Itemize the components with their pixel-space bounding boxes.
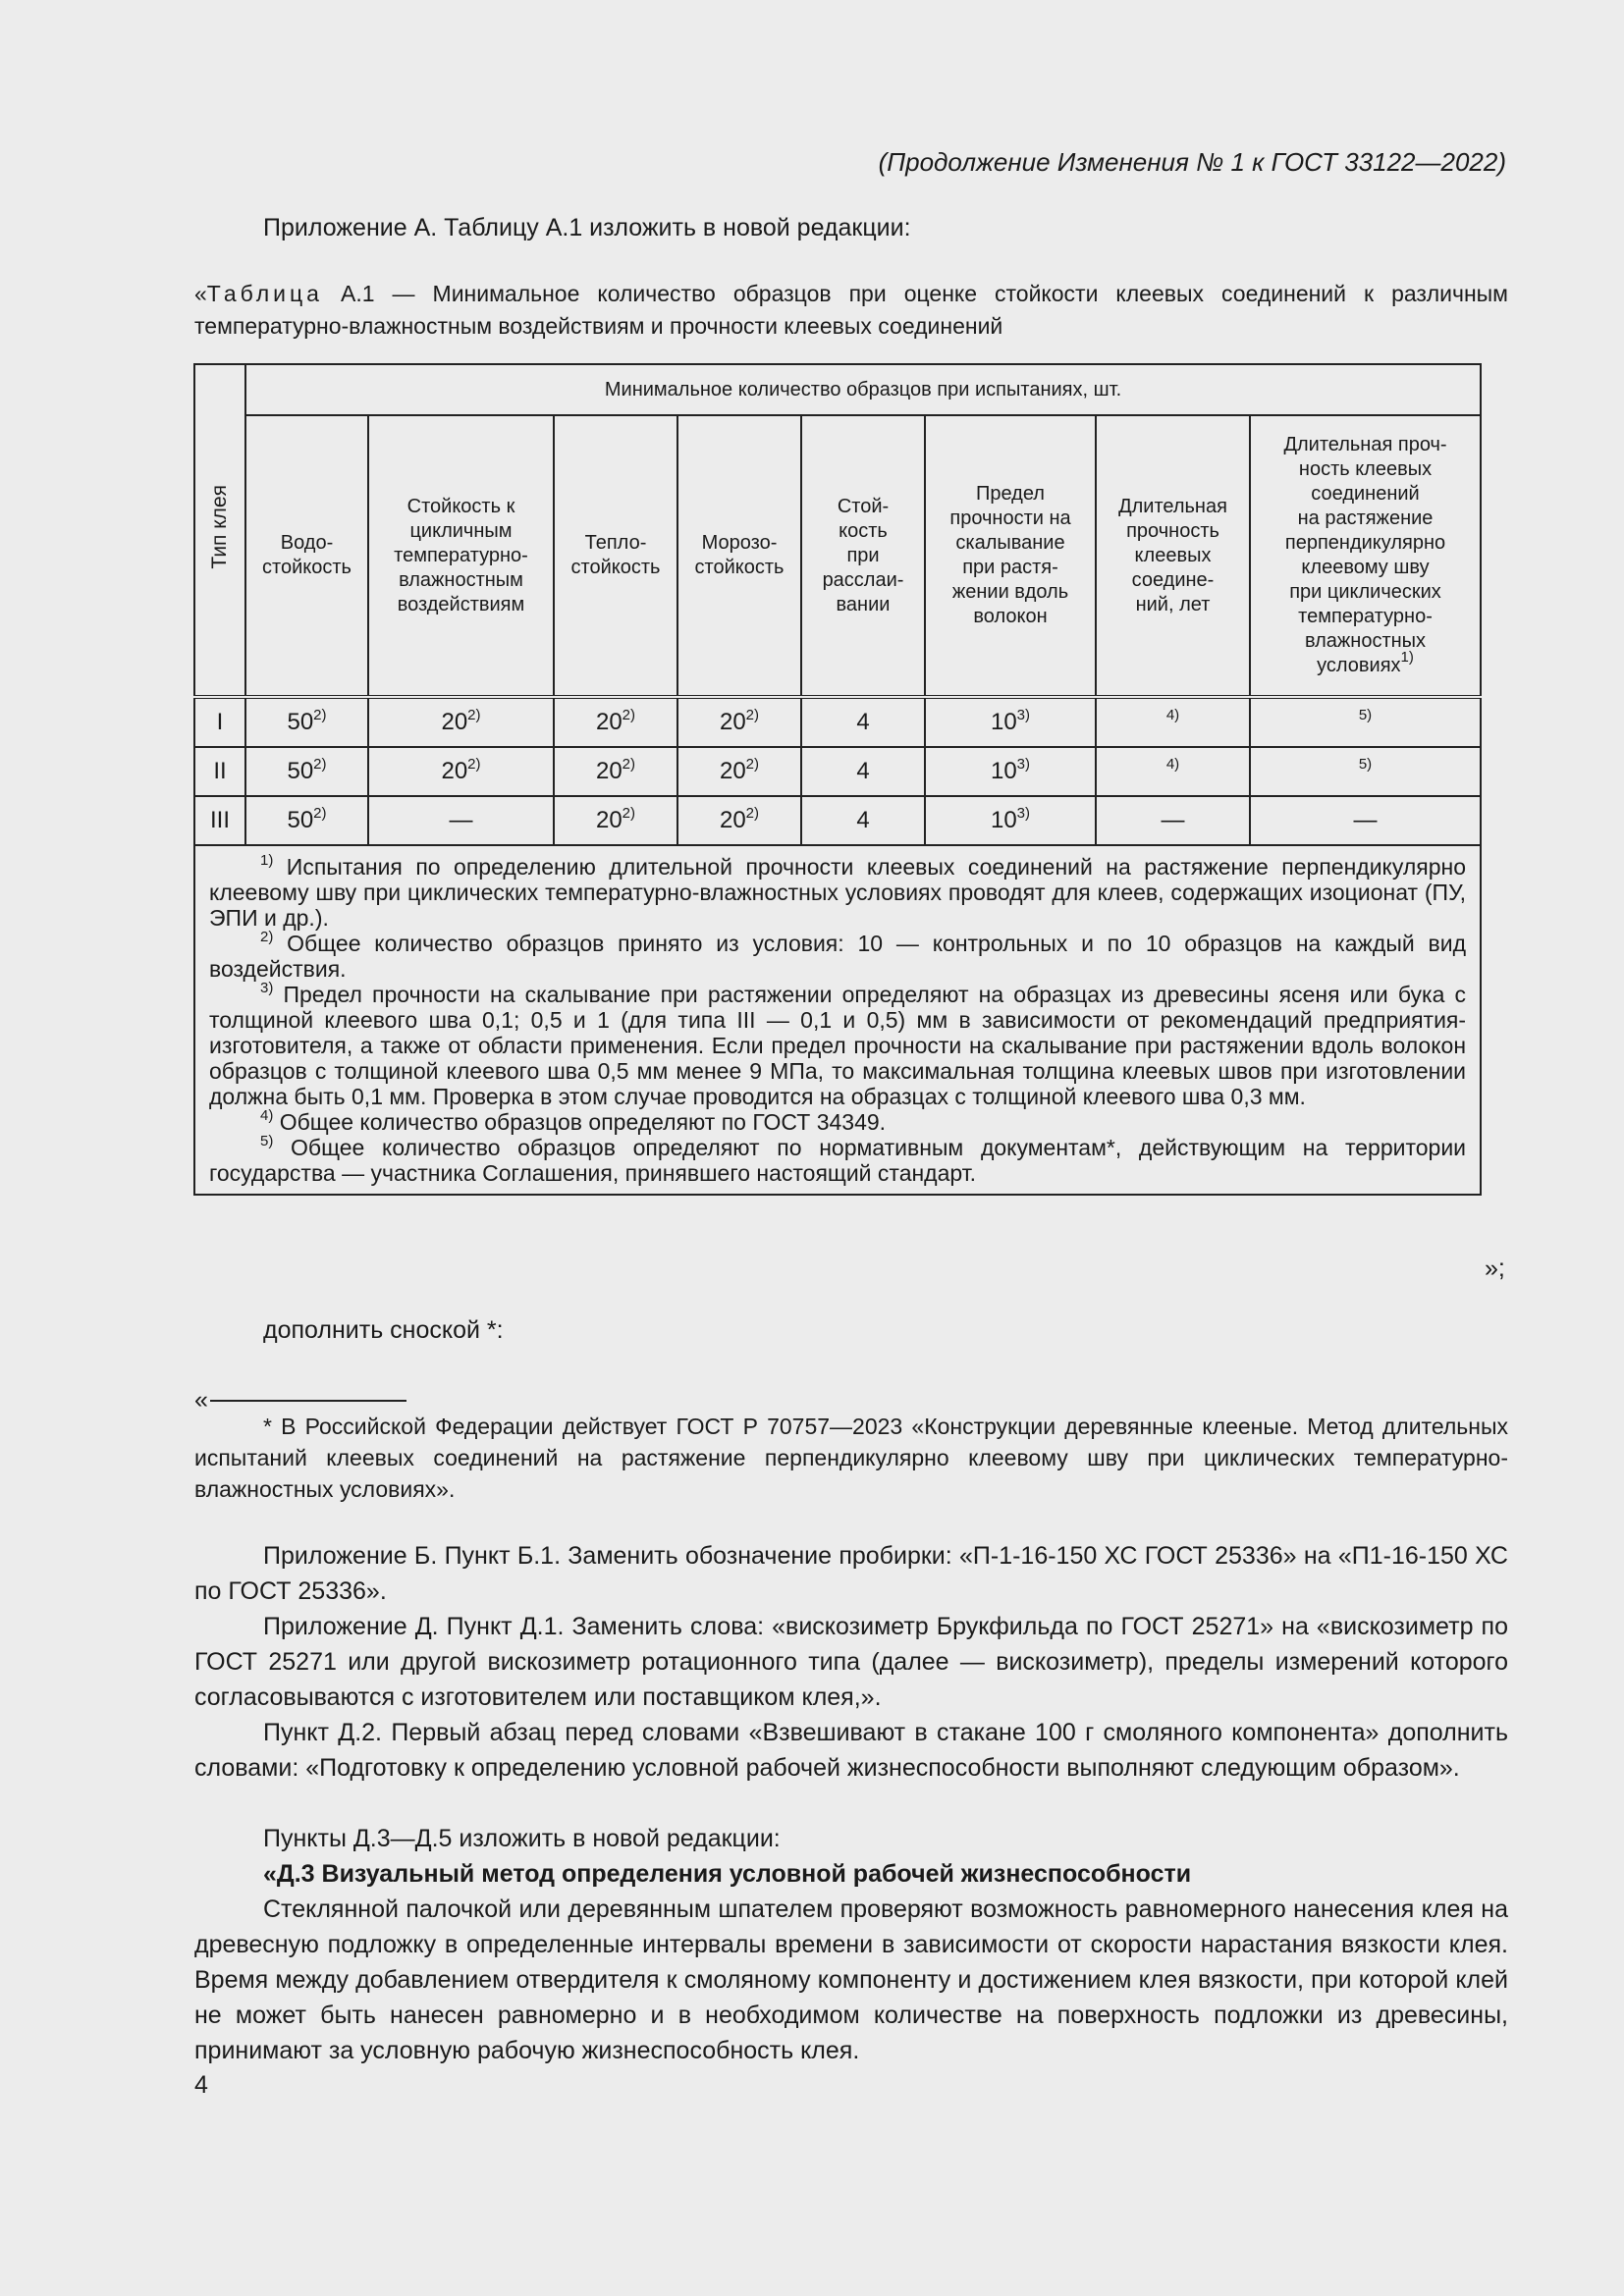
cell-footnote-ref: 2) (745, 805, 760, 822)
cell-footnote-ref: 3) (1016, 756, 1031, 773)
footnote-text: * В Российской Федерации действует ГОСТ Р 70757—2023 «Конструкции деревянные клееные. Метод длительных испытаний клеевых соединений на растяжение перпендикулярно клеевому шву при циклических температурно-влажностных условиях». (194, 1414, 1508, 1502)
column-header-2 (368, 415, 554, 697)
cell-value: 20 (719, 709, 746, 735)
cell-footnote-ref: 2) (745, 756, 760, 773)
caption-label: Таблица (206, 281, 323, 306)
table-cell (1250, 747, 1481, 796)
table-note-marker: 4) (260, 1107, 274, 1124)
table-cell (245, 747, 368, 796)
table-note-marker: 2) (260, 929, 274, 945)
table-cell (677, 697, 801, 747)
cell-footnote-ref: 5) (1358, 756, 1373, 773)
table-cell (801, 697, 925, 747)
table-note-1 (209, 854, 1466, 931)
table-cell (801, 747, 925, 796)
table-cell (245, 697, 368, 747)
cell-value: 10 (990, 709, 1017, 735)
column-header-5 (801, 415, 925, 697)
cell-footnote-ref: 2) (467, 707, 481, 723)
table-cell (368, 747, 554, 796)
column-header-1 (245, 415, 368, 697)
cell-value: 20 (595, 709, 623, 735)
cell-footnote-ref: 2) (313, 707, 327, 723)
cell-value: 4 (856, 807, 870, 833)
cell-value: 50 (287, 709, 314, 735)
column-header-8 (1250, 415, 1481, 697)
header-glue-type (194, 364, 245, 697)
header-row-group (194, 364, 1481, 415)
column-header-6 (925, 415, 1096, 697)
table-note-text: Предел прочности на скалывание при растяжении определяют на образцах из древесины ясеня или бука с толщиной клеевого шва 0,1; 0,5 и 1 (для типа III — 0,1 и 0,5) мм в зависимости от рекомендаций предприятия-изготовителя, а также от области применения. Если предел прочности на скалывание при растяжении вдоль волокон образцов с толщиной клеевого шва 0,5 мм менее 9 МПа, то максимальная толщина клеевых швов при изготовлении должна быть 0,1 мм. Проверка в этом случае проводится на образцах с толщиной клеевого шва 0,3 мм. (209, 982, 1467, 1109)
table-note-4 (209, 1109, 1466, 1135)
table-cell (925, 796, 1096, 845)
table-cell (1096, 697, 1250, 747)
section-heading: «Д.3 Визуальный метод определения условной рабочей жизнеспособности (263, 1860, 1192, 1888)
table-cell (925, 747, 1096, 796)
footnote-open-quote: « (194, 1386, 208, 1414)
table-note-text: Общее количество образцов определяют по нормативным документам*, действующим на территории государства — участника Соглашения, принявшего настоящий стандарт. (209, 1135, 1467, 1186)
cell-footnote-ref: 2) (313, 805, 327, 822)
page-header: (Продолжение Изменения № 1 к ГОСТ 33122—2022) (878, 147, 1506, 177)
cell-value: 4 (856, 758, 870, 784)
cell-footnote-ref: 5) (1358, 707, 1373, 723)
table-note-marker: 3) (260, 980, 274, 996)
add-footnote-text: дополнить сноской *: (263, 1316, 504, 1344)
table-cell (368, 697, 554, 747)
column-header-label: Предел прочности на скалывание при растя- жении вдоль волокон (949, 483, 1071, 627)
cell-value: 20 (595, 758, 623, 784)
table-note-text: Общее количество образцов принято из условия: 10 — контрольных и по 10 образцов на каждый вид воздействия. (209, 931, 1467, 982)
cell-footnote-ref: 2) (622, 756, 636, 773)
paragraph-2: Приложение Д. Пункт Д.1. Заменить слова: «вискозиметр Брукфильда по ГОСТ 25271» на «вискозиметр по ГОСТ 25271 или другой вискозиметр ротационного типа (далее — вискозиметр), пределы измерений которого согласовываются с изготовителем или поставщиком клея,». (194, 1613, 1508, 1711)
table-cell (554, 747, 677, 796)
cell-footnote-ref: 3) (1016, 707, 1031, 723)
table-row (194, 697, 1481, 747)
column-header-sup: 1) (1400, 649, 1414, 666)
cell-value: — (1353, 807, 1378, 833)
table-notes-row (194, 845, 1481, 1195)
table-note-2 (209, 931, 1466, 982)
table-cell (1250, 697, 1481, 747)
caption-rest: А.1 — Минимальное количество образцов при оценке стойкости клеевых соединений к различным температурно-влажностным воздействиям и прочности клеевых соединений (194, 281, 1508, 339)
cell-glue-type: I (194, 697, 245, 747)
cell-footnote-ref: 2) (467, 756, 481, 773)
table-a1 (193, 363, 1482, 1196)
cell-value: 20 (441, 758, 468, 784)
table-note-5 (209, 1135, 1466, 1186)
column-header-label: Длительная проч- ность клеевых соединений на растяжение перпендикулярно клеевому шву при циклических температурно- влажностных условиях (1283, 434, 1447, 676)
table-cell (677, 796, 801, 845)
header-glue-type-label: Тип клея (208, 484, 231, 569)
column-header-3 (554, 415, 677, 697)
table-cell (925, 697, 1096, 747)
cell-footnote-ref: 3) (1016, 805, 1031, 822)
cell-value: 4 (856, 709, 870, 735)
table-cell (245, 796, 368, 845)
cell-footnote-ref: 4) (1165, 756, 1180, 773)
table-row (194, 796, 1481, 845)
column-header-label: Стойкость к цикличным температурно- влажностным воздействиям (394, 495, 528, 615)
cell-value: 50 (287, 758, 314, 784)
cell-value: 20 (719, 758, 746, 784)
column-header-7 (1096, 415, 1250, 697)
cell-footnote-ref: 2) (622, 707, 636, 723)
table-notes (194, 845, 1481, 1195)
footnote-rule (210, 1400, 406, 1402)
table-cell (1096, 796, 1250, 845)
cell-value: 20 (719, 807, 746, 833)
cell-value: 20 (595, 807, 623, 833)
paragraph-1: Приложение Б. Пункт Б.1. Заменить обозначение пробирки: «П-1-16-150 ХС ГОСТ 25336» на «П1-16-150 ХС по ГОСТ 25336». (194, 1542, 1508, 1605)
table-note-marker: 1) (260, 852, 274, 869)
cell-footnote-ref: 2) (313, 756, 327, 773)
table-note-text: Испытания по определению длительной прочности клеевых соединений на растяжение перпендикулярно клеевому шву при циклических температурно-влажностных условиях проводят для клеев, содержащих изоционат (ПУ, ЭПИ и др.). (209, 854, 1467, 931)
cell-footnote-ref: 4) (1165, 707, 1180, 723)
table-note-text: Общее количество образцов определяют по ГОСТ 34349. (273, 1109, 887, 1135)
table-note-marker: 5) (260, 1133, 274, 1149)
caption-prefix: « (194, 281, 207, 306)
table-note-3 (209, 982, 1466, 1109)
cell-value: 20 (441, 709, 468, 735)
cell-value: — (1161, 807, 1185, 833)
cell-glue-type: II (194, 747, 245, 796)
column-header-label: Тепло- стойкость (570, 532, 661, 578)
table-row (194, 747, 1481, 796)
cell-footnote-ref: 2) (745, 707, 760, 723)
cell-value: 10 (990, 807, 1017, 833)
cell-value: — (449, 807, 473, 833)
column-header-label: Водо- стойкость (262, 532, 352, 578)
table-cell (801, 796, 925, 845)
header-group-min-count: Минимальное количество образцов при испытаниях, шт. (245, 364, 1481, 415)
table-cell (554, 697, 677, 747)
cell-glue-type: III (194, 796, 245, 845)
column-header-label: Длительная прочность клеевых соедине- ний, лет (1118, 495, 1227, 615)
table-cell (554, 796, 677, 845)
column-header-label: Морозо- стойкость (694, 532, 785, 578)
column-header-4 (677, 415, 801, 697)
paragraph-3: Пункт Д.2. Первый абзац перед словами «Взвешивают в стакане 100 г смоляного компонента» дополнить словами: «Подготовку к определению условной рабочей жизнеспособности выполняют следующим образом». (194, 1719, 1508, 1782)
cell-value: 10 (990, 758, 1017, 784)
table-caption (194, 278, 1508, 343)
header-row-columns (194, 415, 1481, 697)
cell-footnote-ref: 2) (622, 805, 636, 822)
section-text: Стеклянной палочкой или деревянным шпателем проверяют возможность равномерного нанесения клея на древесную подложку в определенные интервалы времени в зависимости от скорости нарастания вязкости клея. Время между добавлением отвердителя к смоляному компоненту и достижением клея вязкости, при которой клей не может быть нанесен равномерно и в необходимом количестве на поверхность подложки из древесины, принимают за условную рабочую жизнеспособность клея. (194, 1896, 1508, 2064)
cell-value: 50 (287, 807, 314, 833)
table-cell (1096, 747, 1250, 796)
paragraph-4: Пункты Д.3—Д.5 изложить в новой редакции: (263, 1825, 781, 1852)
page-number: 4 (194, 2071, 208, 2099)
table-cell (677, 747, 801, 796)
table-cell (368, 796, 554, 845)
table-cell (1250, 796, 1481, 845)
table-tail: »; (1485, 1255, 1505, 1282)
intro-text: Приложение А. Таблицу А.1 изложить в новой редакции: (263, 214, 911, 241)
column-header-label: Стой- кость при расслаи- вании (822, 495, 904, 615)
